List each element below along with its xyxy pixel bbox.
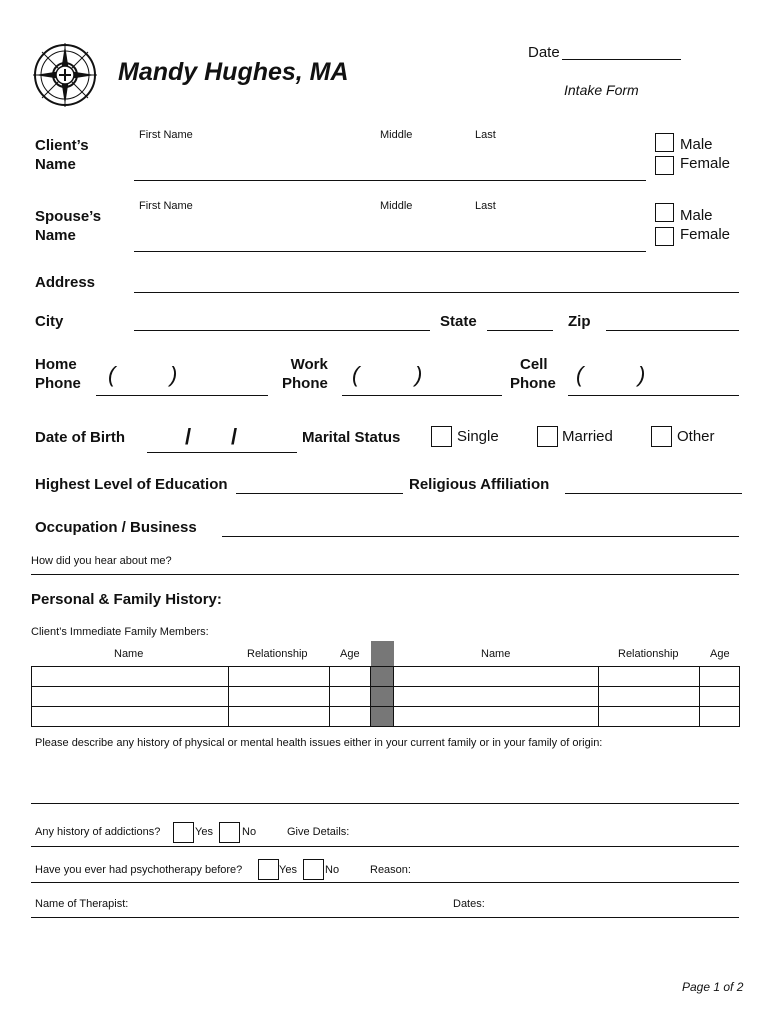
cell-phone-open-paren: ( xyxy=(576,362,584,387)
client-last-label: Last xyxy=(475,129,496,141)
state-field[interactable] xyxy=(487,330,553,331)
therapist-dates-label: Dates: xyxy=(453,898,485,910)
addictions-yes-label: Yes xyxy=(195,826,213,838)
dob-slash-1: / xyxy=(185,424,192,449)
date-label: Date xyxy=(528,44,560,61)
name-cell[interactable] xyxy=(394,707,599,727)
client-name-label: Client’s Name xyxy=(35,137,89,173)
col-age-right: Age xyxy=(710,648,730,660)
cell-phone-label: Cell Phone xyxy=(510,356,556,392)
table-divider-header xyxy=(371,641,394,666)
therapy-label: Have you ever had psychotherapy before? xyxy=(35,864,243,876)
dob-slash-2: / xyxy=(231,424,238,449)
page-number: Page 1 of 2 xyxy=(682,980,744,994)
religion-label: Religious Affiliation xyxy=(409,476,550,493)
married-checkbox[interactable] xyxy=(537,426,558,447)
home-phone-field[interactable] xyxy=(96,395,268,396)
name-cell[interactable] xyxy=(394,667,599,687)
cell-phone-field[interactable] xyxy=(568,395,739,396)
client-male-label: Male xyxy=(680,136,713,153)
age-cell[interactable] xyxy=(700,667,740,687)
date-field[interactable] xyxy=(562,59,681,60)
compass-logo xyxy=(30,40,100,110)
spouse-male-checkbox[interactable] xyxy=(655,203,674,222)
relationship-cell[interactable] xyxy=(229,687,330,707)
age-cell[interactable] xyxy=(330,667,371,687)
client-female-label: Female xyxy=(680,155,731,172)
name-cell[interactable] xyxy=(32,687,229,707)
name-cell[interactable] xyxy=(394,687,599,707)
addictions-no-label: No xyxy=(242,826,257,838)
age-cell[interactable] xyxy=(700,687,740,707)
relationship-cell[interactable] xyxy=(599,707,700,727)
addictions-no-checkbox[interactable] xyxy=(219,822,240,843)
city-field[interactable] xyxy=(134,330,430,331)
single-label: Single xyxy=(457,428,499,445)
dob-field[interactable] xyxy=(147,452,297,453)
home-phone-open-paren: ( xyxy=(108,362,116,387)
single-checkbox[interactable] xyxy=(431,426,452,447)
client-male-checkbox[interactable] xyxy=(655,133,674,152)
marital-status-label: Marital Status xyxy=(302,429,401,446)
zip-field[interactable] xyxy=(606,330,739,331)
address-label: Address xyxy=(35,274,96,291)
education-label: Highest Level of Education xyxy=(35,476,228,493)
spouse-name-field[interactable] xyxy=(134,251,646,252)
divider-cell xyxy=(371,687,394,707)
therapy-no-label: No xyxy=(325,864,340,876)
therapy-yes-label: Yes xyxy=(279,864,297,876)
client-name-field[interactable] xyxy=(134,180,646,181)
work-phone-field[interactable] xyxy=(342,395,502,396)
relationship-cell[interactable] xyxy=(599,687,700,707)
divider-cell xyxy=(371,707,394,727)
name-cell[interactable] xyxy=(32,667,229,687)
therapy-no-checkbox[interactable] xyxy=(303,859,324,880)
table-row xyxy=(32,707,740,727)
zip-label: Zip xyxy=(568,313,591,330)
col-name-left: Name xyxy=(114,648,144,660)
age-cell[interactable] xyxy=(330,707,371,727)
addictions-yes-checkbox[interactable] xyxy=(173,822,194,843)
divider-cell xyxy=(371,667,394,687)
col-age-left: Age xyxy=(340,648,360,660)
col-name-right: Name xyxy=(481,648,511,660)
home-phone-close-paren: ) xyxy=(170,362,178,387)
relationship-cell[interactable] xyxy=(599,667,700,687)
addictions-label: Any history of addictions? xyxy=(35,826,161,838)
other-checkbox[interactable] xyxy=(651,426,672,447)
health-history-prompt: Please describe any history of physical or mental health issues either in your current family or in your family of origin: xyxy=(35,737,603,749)
work-phone-open-paren: ( xyxy=(352,362,360,387)
col-relationship-right: Relationship xyxy=(618,648,679,660)
cell-phone-close-paren: ) xyxy=(638,362,646,387)
col-relationship-left: Relationship xyxy=(247,648,308,660)
age-cell[interactable] xyxy=(700,707,740,727)
referral-field[interactable] xyxy=(31,574,739,575)
spouse-last-label: Last xyxy=(475,200,496,212)
client-female-checkbox[interactable] xyxy=(655,156,674,175)
relationship-cell[interactable] xyxy=(229,667,330,687)
religion-field[interactable] xyxy=(565,493,742,494)
family-members-table xyxy=(31,666,740,727)
history-heading: Personal & Family History: xyxy=(31,591,222,608)
client-middle-label: Middle xyxy=(380,129,413,141)
addictions-details-label: Give Details: xyxy=(287,826,350,838)
other-label: Other xyxy=(677,428,715,445)
address-field[interactable] xyxy=(134,292,739,293)
form-title: Intake Form xyxy=(564,82,639,98)
addictions-details-field[interactable] xyxy=(31,846,739,847)
spouse-first-label: First Name xyxy=(139,200,193,212)
work-phone-close-paren: ) xyxy=(415,362,423,387)
family-members-label: Client’s Immediate Family Members: xyxy=(31,626,209,638)
occupation-label: Occupation / Business xyxy=(35,519,197,536)
spouse-female-label: Female xyxy=(680,226,731,243)
therapy-reason-field[interactable] xyxy=(31,882,739,883)
state-label: State xyxy=(440,313,477,330)
page-title: Mandy Hughes, MA xyxy=(118,58,349,86)
married-label: Married xyxy=(562,428,613,445)
city-label: City xyxy=(35,313,64,330)
relationship-cell[interactable] xyxy=(229,707,330,727)
work-phone-label: Work Phone xyxy=(282,356,328,392)
name-cell[interactable] xyxy=(32,707,229,727)
spouse-female-checkbox[interactable] xyxy=(655,227,674,246)
spouse-name-label: Spouse’s Name xyxy=(35,208,102,244)
client-first-label: First Name xyxy=(139,129,193,141)
therapy-yes-checkbox[interactable] xyxy=(258,859,279,880)
referral-label: How did you hear about me? xyxy=(31,555,172,567)
spouse-middle-label: Middle xyxy=(380,200,413,212)
therapist-field[interactable] xyxy=(31,917,739,918)
spouse-male-label: Male xyxy=(680,207,713,224)
age-cell[interactable] xyxy=(330,687,371,707)
table-row xyxy=(32,687,740,707)
dob-label: Date of Birth xyxy=(35,429,125,446)
therapy-reason-label: Reason: xyxy=(370,864,411,876)
therapist-label: Name of Therapist: xyxy=(35,898,129,910)
table-row xyxy=(32,667,740,687)
home-phone-label: Home Phone xyxy=(35,356,81,392)
compass-icon xyxy=(30,40,100,110)
occupation-field[interactable] xyxy=(222,536,739,537)
health-history-field[interactable] xyxy=(31,803,739,804)
education-field[interactable] xyxy=(236,493,403,494)
